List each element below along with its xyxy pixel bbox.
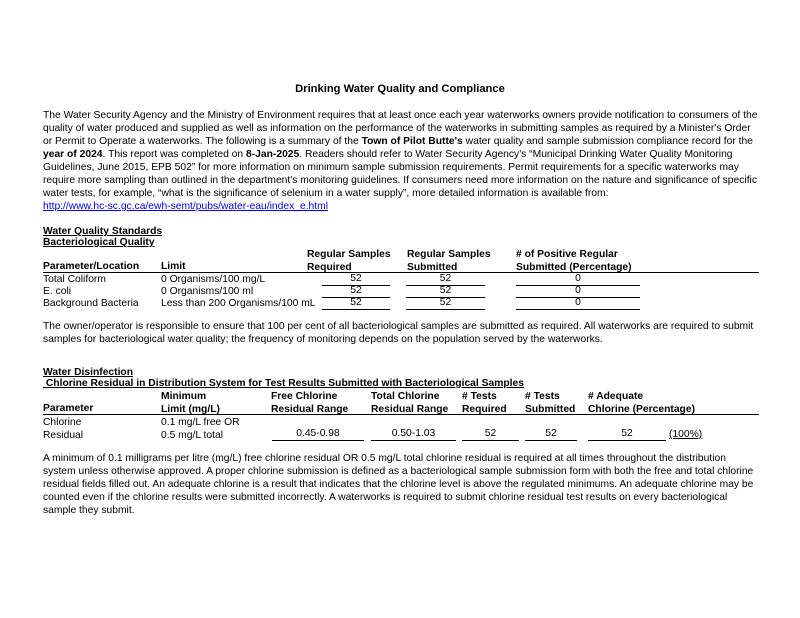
row-positive: 0 bbox=[516, 285, 640, 298]
row-submitted: 52 bbox=[406, 297, 485, 310]
row-limit: 0 Organisms/100 ml bbox=[161, 286, 254, 297]
table-divider bbox=[43, 272, 759, 273]
col-header-parameter: Parameter bbox=[43, 403, 94, 414]
bacteriological-subheading: Bacteriological Quality bbox=[43, 237, 155, 248]
row-parameter: E. coli bbox=[43, 286, 72, 297]
row-tests-required: 52 bbox=[462, 428, 519, 441]
row-parameter: Total Coliform bbox=[43, 274, 106, 285]
row-positive: 0 bbox=[516, 297, 640, 310]
chlorine-note: A minimum of 0.1 milligrams per litre (mg/L) free chlorine residual OR 0.5 mg/L total chlorine residual is required at all times throughout the distribution system unless otherwise approved. A proper chlorine submission is defined as a bacteriological sample submission form with both the free and total chlorine residual fields filled out. An adequate chlorine is a result that indicates that the chlorine level is above the regulated minimums. An adequate chlorine may be counted even if the chlorine results were submitted incorrectly. A waterworks is required to submit chlorine residual test results on every bacteriological sample they submit. bbox=[43, 453, 754, 516]
report-year: year of 2024 bbox=[43, 149, 103, 160]
town-name: Town of Pilot Butte's bbox=[361, 136, 463, 147]
row-parameter: Background Bacteria bbox=[43, 298, 139, 309]
chlorine-subheading: Chlorine Residual in Distribution System for Test Results Submitted with Bacteriological Samples bbox=[43, 378, 524, 389]
table-divider bbox=[43, 414, 759, 415]
row-required: 52 bbox=[322, 285, 390, 298]
row-tests-submitted: 52 bbox=[525, 428, 577, 441]
row-required: 52 bbox=[322, 297, 390, 310]
page-title: Drinking Water Quality and Compliance bbox=[295, 83, 505, 95]
row-total-range: 0.50-1.03 bbox=[371, 428, 456, 441]
col-header-minimum-limit: Minimum Limit (mg/L) bbox=[161, 391, 220, 415]
health-canada-link[interactable]: http://www.hc-sc.gc.ca/ewh-semt/pubs/water-eau/index_e.html bbox=[43, 201, 329, 212]
col-header-tests-required: # Tests Required bbox=[462, 391, 507, 415]
report-date: 8-Jan-2025 bbox=[246, 149, 300, 160]
intro-paragraph: The Water Security Agency and the Ministry of Environment requires that at least once each year waterworks owners provide notification to consumers of the quality of water produced and supplied as well as information on the performance of the waterworks in submitting samples as required by a Minister's Order or Permit to Operate a waterworks. The following is a summary of the Town of Pilot Butte's water quality and sample submission compliance record for the year of 2024. This report was completed on 8-Jan-2025. Readers should refer to Water Security Agency's “Municipal Drinking Water Quality Monitoring Guidelines, June 2015, EPB 502” for more information on minimum sample submission requirements. Permit requirements for a specific waterworks may require more sampling than outlined in the department's monitoring guidelines. If consumers need more information on the nature and significance of specific water tests, for example, “what is the significance of selenium in a water supply”, more detailed information is available from: http://www.hc-sc.gc.ca/ewh-semt/pubs/water-eau/index_e.html bbox=[43, 110, 758, 212]
col-header-samples-required: Regular Samples Required bbox=[307, 249, 391, 273]
col-header-total-chlorine: Total Chlorine Residual Range bbox=[371, 391, 449, 415]
col-header-tests-submitted: # Tests Submitted bbox=[525, 391, 576, 415]
row-submitted: 52 bbox=[406, 285, 485, 298]
col-header-limit: Limit bbox=[161, 261, 186, 272]
row-free-range: 0.45-0.98 bbox=[272, 428, 364, 441]
col-header-free-chlorine: Free Chlorine Residual Range bbox=[271, 391, 349, 415]
bacteriological-note: The owner/operator is responsible to ensure that 100 per cent of all bacteriological samples are submitted as required. All waterworks are required to submit samples for bacteriological water quality; the frequency of monitoring depends on the population served by the waterworks. bbox=[43, 321, 754, 345]
row-limit: 0 Organisms/100 mg/L bbox=[161, 274, 266, 285]
row-limit: 0.1 mg/L free OR 0.5 mg/L total bbox=[161, 417, 240, 441]
col-header-parameter-location: Parameter/Location bbox=[43, 261, 140, 272]
col-header-samples-submitted: Regular Samples Submitted bbox=[407, 249, 491, 273]
row-required: 52 bbox=[322, 273, 390, 286]
standards-heading: Water Quality Standards bbox=[43, 226, 163, 237]
row-adequate: 52 bbox=[588, 428, 666, 441]
row-percentage: (100%) bbox=[669, 429, 703, 440]
row-limit: Less than 200 Organisms/100 mL bbox=[161, 298, 316, 309]
row-parameter: Chlorine Residual bbox=[43, 417, 84, 441]
row-submitted: 52 bbox=[406, 273, 485, 286]
col-header-positive: # of Positive Regular Submitted (Percentage) bbox=[516, 249, 632, 273]
row-positive: 0 bbox=[516, 273, 640, 286]
disinfection-heading: Water Disinfection bbox=[43, 367, 134, 378]
col-header-adequate-chlorine: # Adequate Chlorine (Percentage) bbox=[588, 391, 695, 415]
